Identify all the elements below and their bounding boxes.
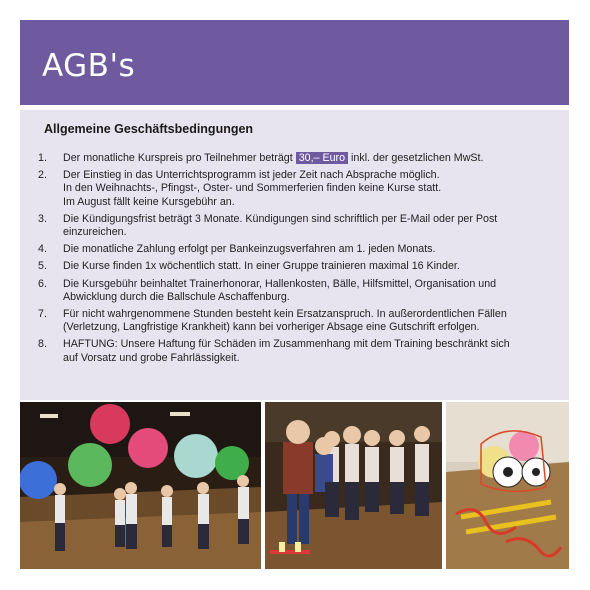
page-title: AGB's [42, 48, 136, 84]
item-number: 1. [38, 152, 47, 164]
item-line: Die monatliche Zahlung erfolgt per Bankeinzugsverfahren am 1. jeden Monats. [63, 243, 436, 256]
item-text [63, 169, 560, 209]
item-text-part: Der monatliche Kurspreis pro Teilnehmer beträgt [63, 152, 293, 164]
terms-panel [20, 110, 569, 400]
item-line: Im August fällt keine Kursgebühr an. [63, 195, 235, 208]
item-number: 2. [38, 169, 47, 182]
item-line: Der Einstieg in das Unterrichtsprogramm ist jeder Zeit nach Absprache möglich. [63, 169, 440, 182]
item-line: Für nicht wahrgenommene Stunden besteht kein Ersatzanspruch. In außerordentlichen Fällen [63, 308, 507, 321]
terms-item [38, 169, 560, 209]
item-number: 4. [38, 243, 47, 256]
item-line: Die Kündigungsfrist beträgt 3 Monate. Kündigungen sind schriftlich per E-Mail oder per Post [63, 212, 498, 225]
terms-item [38, 308, 560, 334]
item-number: 8. [38, 338, 47, 351]
item-line: (Verletzung, Langfristige Krankheit) kann bei vorheriger Absage eine Gutschrift erfolgen. [63, 321, 480, 334]
item-line: auf Vorsatz und grobe Fahrlässigkeit. [63, 351, 240, 364]
item-line: Die Kursgebühr beinhaltet Trainerhonorar, Hallenkosten, Bälle, Hilfsmittel, Organisation und [63, 277, 497, 290]
header-banner [20, 20, 569, 105]
item-text [63, 243, 560, 256]
item-line: einzureichen. [63, 226, 127, 239]
item-text-part: inkl. der gesetzlichen MwSt. [351, 152, 484, 164]
item-text [63, 308, 560, 334]
item-line: In den Weihnachts-, Pfingst-, Oster- und Sommerferien finden keine Kurse statt. [63, 182, 442, 195]
terms-item [38, 278, 560, 304]
photo-gym-balls [20, 402, 261, 569]
item-text [63, 152, 560, 165]
terms-item [38, 152, 560, 165]
item-line: HAFTUNG: Unsere Haftung für Schäden im Zusammenhang mit dem Training beschränkt sich [63, 338, 510, 351]
item-line: Die Kurse finden 1x wöchentlich statt. In einer Gruppe trainieren maximal 16 Kinder. [63, 260, 460, 273]
terms-list [38, 152, 560, 369]
photo-children-group [265, 402, 442, 569]
item-text [63, 213, 560, 239]
terms-item [38, 213, 560, 239]
price-badge: 30,– Euro [296, 152, 348, 164]
item-number: 5. [38, 260, 47, 273]
photo-balls-equipment [446, 402, 569, 569]
terms-item [38, 243, 560, 256]
terms-item [38, 338, 560, 364]
terms-item [38, 260, 560, 273]
item-line: Abwicklung durch die Ballschule Aschaffenburg. [63, 290, 290, 303]
item-number: 3. [38, 212, 47, 225]
item-text [63, 338, 560, 364]
terms-heading: Allgemeine Geschäftsbedingungen [44, 122, 254, 136]
item-number: 6. [38, 277, 47, 290]
item-number: 7. [38, 308, 47, 321]
item-text [63, 260, 560, 273]
item-text [63, 278, 560, 304]
